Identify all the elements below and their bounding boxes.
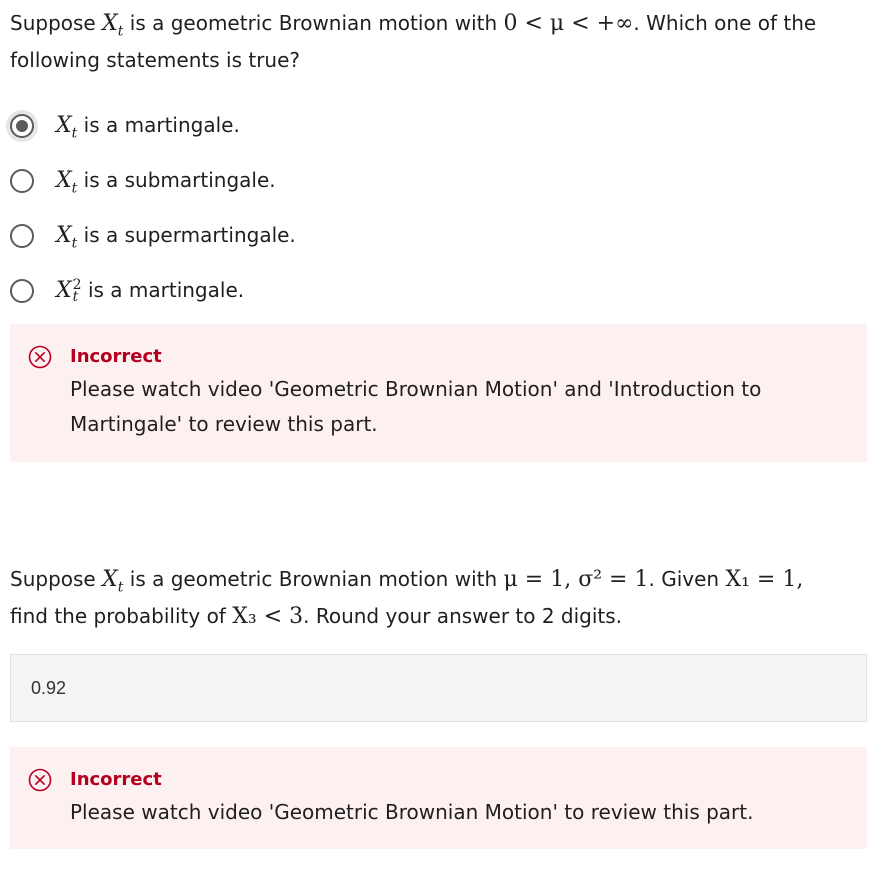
option-submartingale[interactable] (10, 153, 296, 208)
question-1-feedback (10, 324, 867, 462)
feedback-message: Please watch video 'Geometric Brownian Motion' and 'Introduction to Martingale' to review this part. (70, 377, 762, 436)
radio-icon[interactable] (10, 279, 34, 303)
option-label: X 2 t is a martingale. (56, 277, 245, 305)
question-1-text: Suppose $X_t$ is a geometric Brownian motion with 0 < μ < +∞. Which one of the following statements is true? (10, 11, 817, 72)
incorrect-icon (28, 768, 52, 792)
radio-icon[interactable] (10, 169, 34, 193)
question-1-options (10, 98, 296, 318)
option-martingale[interactable] (10, 98, 296, 153)
option-label: $X_t$ is a submartingale. (56, 168, 276, 197)
option-label: $X_t$ is a supermartingale. (56, 223, 296, 252)
option-squared-martingale[interactable] (10, 263, 296, 318)
radio-selected-icon[interactable] (10, 114, 34, 138)
option-supermartingale[interactable] (10, 208, 296, 263)
answer-value: 0.92 (31, 677, 67, 698)
question-2-feedback (10, 747, 867, 849)
radio-icon[interactable] (10, 224, 34, 248)
option-label: $X_t$ is a martingale. (56, 113, 240, 142)
feedback-status: Incorrect (70, 342, 847, 372)
feedback-message: Please watch video 'Geometric Brownian Motion' to review this part. (70, 800, 754, 824)
answer-input[interactable] (10, 654, 867, 722)
question-2-text: Suppose $X_t$ is a geometric Brownian motion with μ = 1, σ² = 1. Given X₁ = 1, find the probability of X₃ < 3. Round your answer to 2 digits. (10, 567, 804, 629)
incorrect-icon (28, 345, 52, 369)
feedback-status: Incorrect (70, 765, 847, 795)
